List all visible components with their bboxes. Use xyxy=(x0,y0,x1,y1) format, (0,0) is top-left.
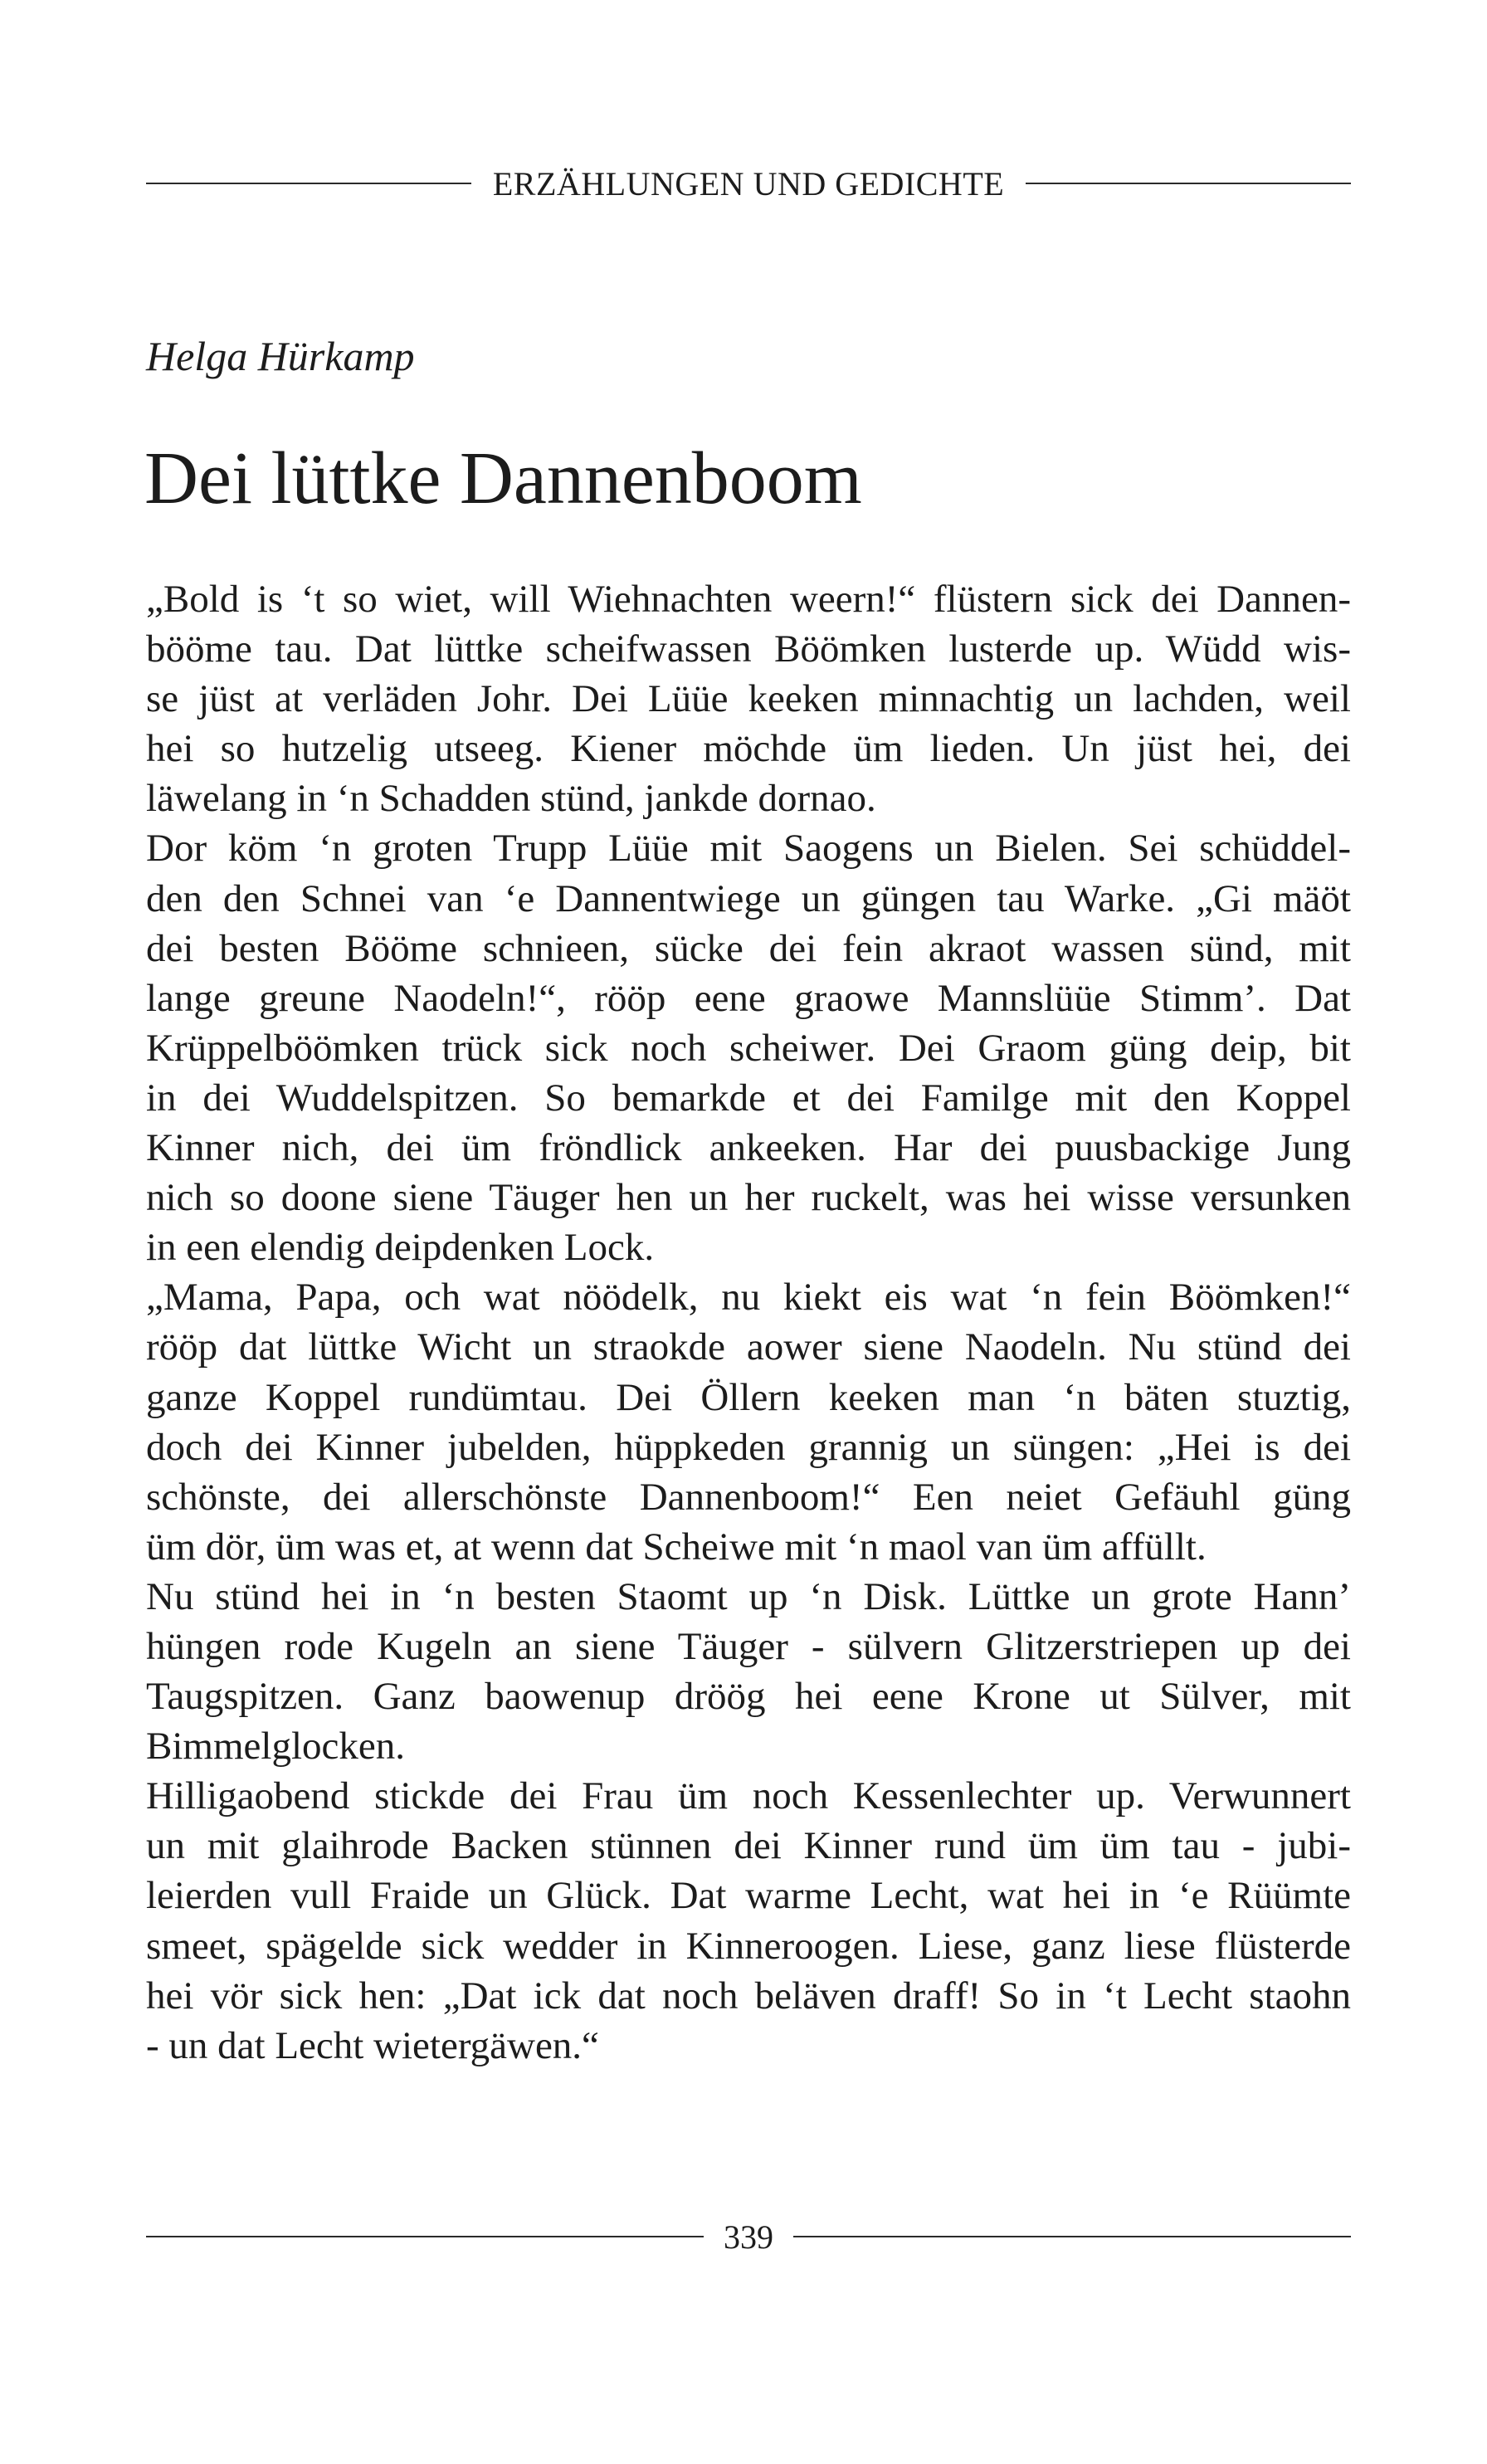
text-line: hei vör sick hen: „Dat ick dat noch beläven draff! So in ‘t Lecht staohn xyxy=(146,1974,1351,2018)
text-line: läwelang in ‘n Schadden stünd, jankde dornao. xyxy=(146,777,876,821)
text-line: Hilligaobend stickde dei Frau üm noch Kessenlechter up. Verwunnert xyxy=(146,1774,1351,1818)
text-line: Nu stünd hei in ‘n besten Staomt up ‘n Disk. Lüttke un grote Hann’ xyxy=(146,1574,1351,1618)
page-number: 339 xyxy=(724,2218,773,2256)
text-line: leierden vull Fraide un Glück. Dat warme Lecht, wat hei in ‘e Rüümte xyxy=(146,1874,1351,1918)
text-line: dei besten Bööme schnieen, sücke dei fein akraot wassen sünd, mit xyxy=(146,926,1351,970)
text-line: in een elendig deipdenken Lock. xyxy=(146,1226,655,1270)
text-line: hüngen rode Kugeln an siene Täuger - sülvern Glitzerstriepen up dei xyxy=(146,1624,1351,1668)
text-line: lange greune Naodeln!“, rööp eene graowe Mannslüüe Stimm’. Dat xyxy=(146,976,1351,1020)
text-line: ganze Koppel rundümtau. Dei Öllern keeken man ‘n bäten stuztig, xyxy=(146,1375,1351,1419)
text-line: „Bold is ‘t so wiet, will Wiehnachten weern!“ flüstern sick dei Dannen- xyxy=(146,578,1351,621)
running-head xyxy=(146,163,1351,204)
text-line: rööp dat lüttke Wicht un straokde aower siene Naodeln. Nu stünd dei xyxy=(146,1325,1351,1369)
running-head-rule-left xyxy=(146,183,471,184)
footer-rule-left xyxy=(146,2236,704,2237)
text-line: - un dat Lecht wietergäwen.“ xyxy=(146,2023,599,2067)
footer-rule-right xyxy=(793,2236,1351,2237)
running-head-rule-right xyxy=(1026,183,1351,184)
text-line: in dei Wuddelspitzen. So bemarkde et dei Familge mit den Koppel xyxy=(146,1076,1351,1120)
text-line: üm dör, üm was et, at wenn dat Scheiwe mit ‘n maol van üm affüllt. xyxy=(146,1525,1207,1569)
paragraph xyxy=(146,574,1351,823)
text-line: hei so hutzelig utseeg. Kiener möchde üm lieden. Un jüst hei, dei xyxy=(146,727,1351,771)
text-line: se jüst at verläden Johr. Dei Lüüe keeken minnachtig un lachden, weil xyxy=(146,677,1351,721)
text-line: bööme tau. Dat lüttke scheifwassen Böömken lusterde up. Wüdd wis- xyxy=(146,627,1351,671)
running-head-text: ERZÄHLUNGEN UND GEDICHTE xyxy=(492,164,1005,202)
paragraph xyxy=(146,1572,1351,1771)
paragraph xyxy=(146,1771,1351,2071)
author-name: Helga Hürkamp xyxy=(146,333,415,379)
text-line: smeet, spägelde sick wedder in Kinneroogen. Liese, ganz liese flüsterde xyxy=(146,1924,1351,1968)
text-line: den den Schnei van ‘e Dannentwiege un güngen tau Warke. „Gi mäöt xyxy=(146,876,1351,920)
text-line: un mit glaihrode Backen stünnen dei Kinner rund üm üm tau - jubi- xyxy=(146,1824,1351,1868)
page-footer xyxy=(146,2216,1351,2257)
text-line: Krüppelböömken trück sick noch scheiwer. Dei Graom güng deip, bit xyxy=(146,1026,1351,1070)
text-line: Taugspitzen. Ganz baowenup dröög hei eene Krone ut Sülver, mit xyxy=(146,1675,1351,1719)
text-line: „Mama, Papa, och wat nöödelk, nu kiekt eis wat ‘n fein Böömken!“ xyxy=(146,1276,1351,1320)
story-title: Dei lüttke Dannenboom xyxy=(144,437,862,520)
story-body xyxy=(146,574,1351,2071)
text-line: Bimmelglocken. xyxy=(146,1725,405,1769)
paragraph xyxy=(146,1272,1351,1572)
text-line: Kinner nich, dei üm fröndlick ankeeken. Har dei puusbackige Jung xyxy=(146,1126,1351,1170)
text-line: schönste, dei allerschönste Dannenboom!“ Een neiet Gefäuhl güng xyxy=(146,1475,1351,1519)
text-line: nich so doone siene Täuger hen un her ruckelt, was hei wisse versunken xyxy=(146,1176,1351,1220)
text-line: Dor köm ‘n groten Trupp Lüüe mit Saogens un Bielen. Sei schüddel- xyxy=(146,827,1351,871)
paragraph xyxy=(146,823,1351,1272)
text-line: doch dei Kinner jubelden, hüppkeden grannig un süngen: „Hei is dei xyxy=(146,1425,1351,1469)
